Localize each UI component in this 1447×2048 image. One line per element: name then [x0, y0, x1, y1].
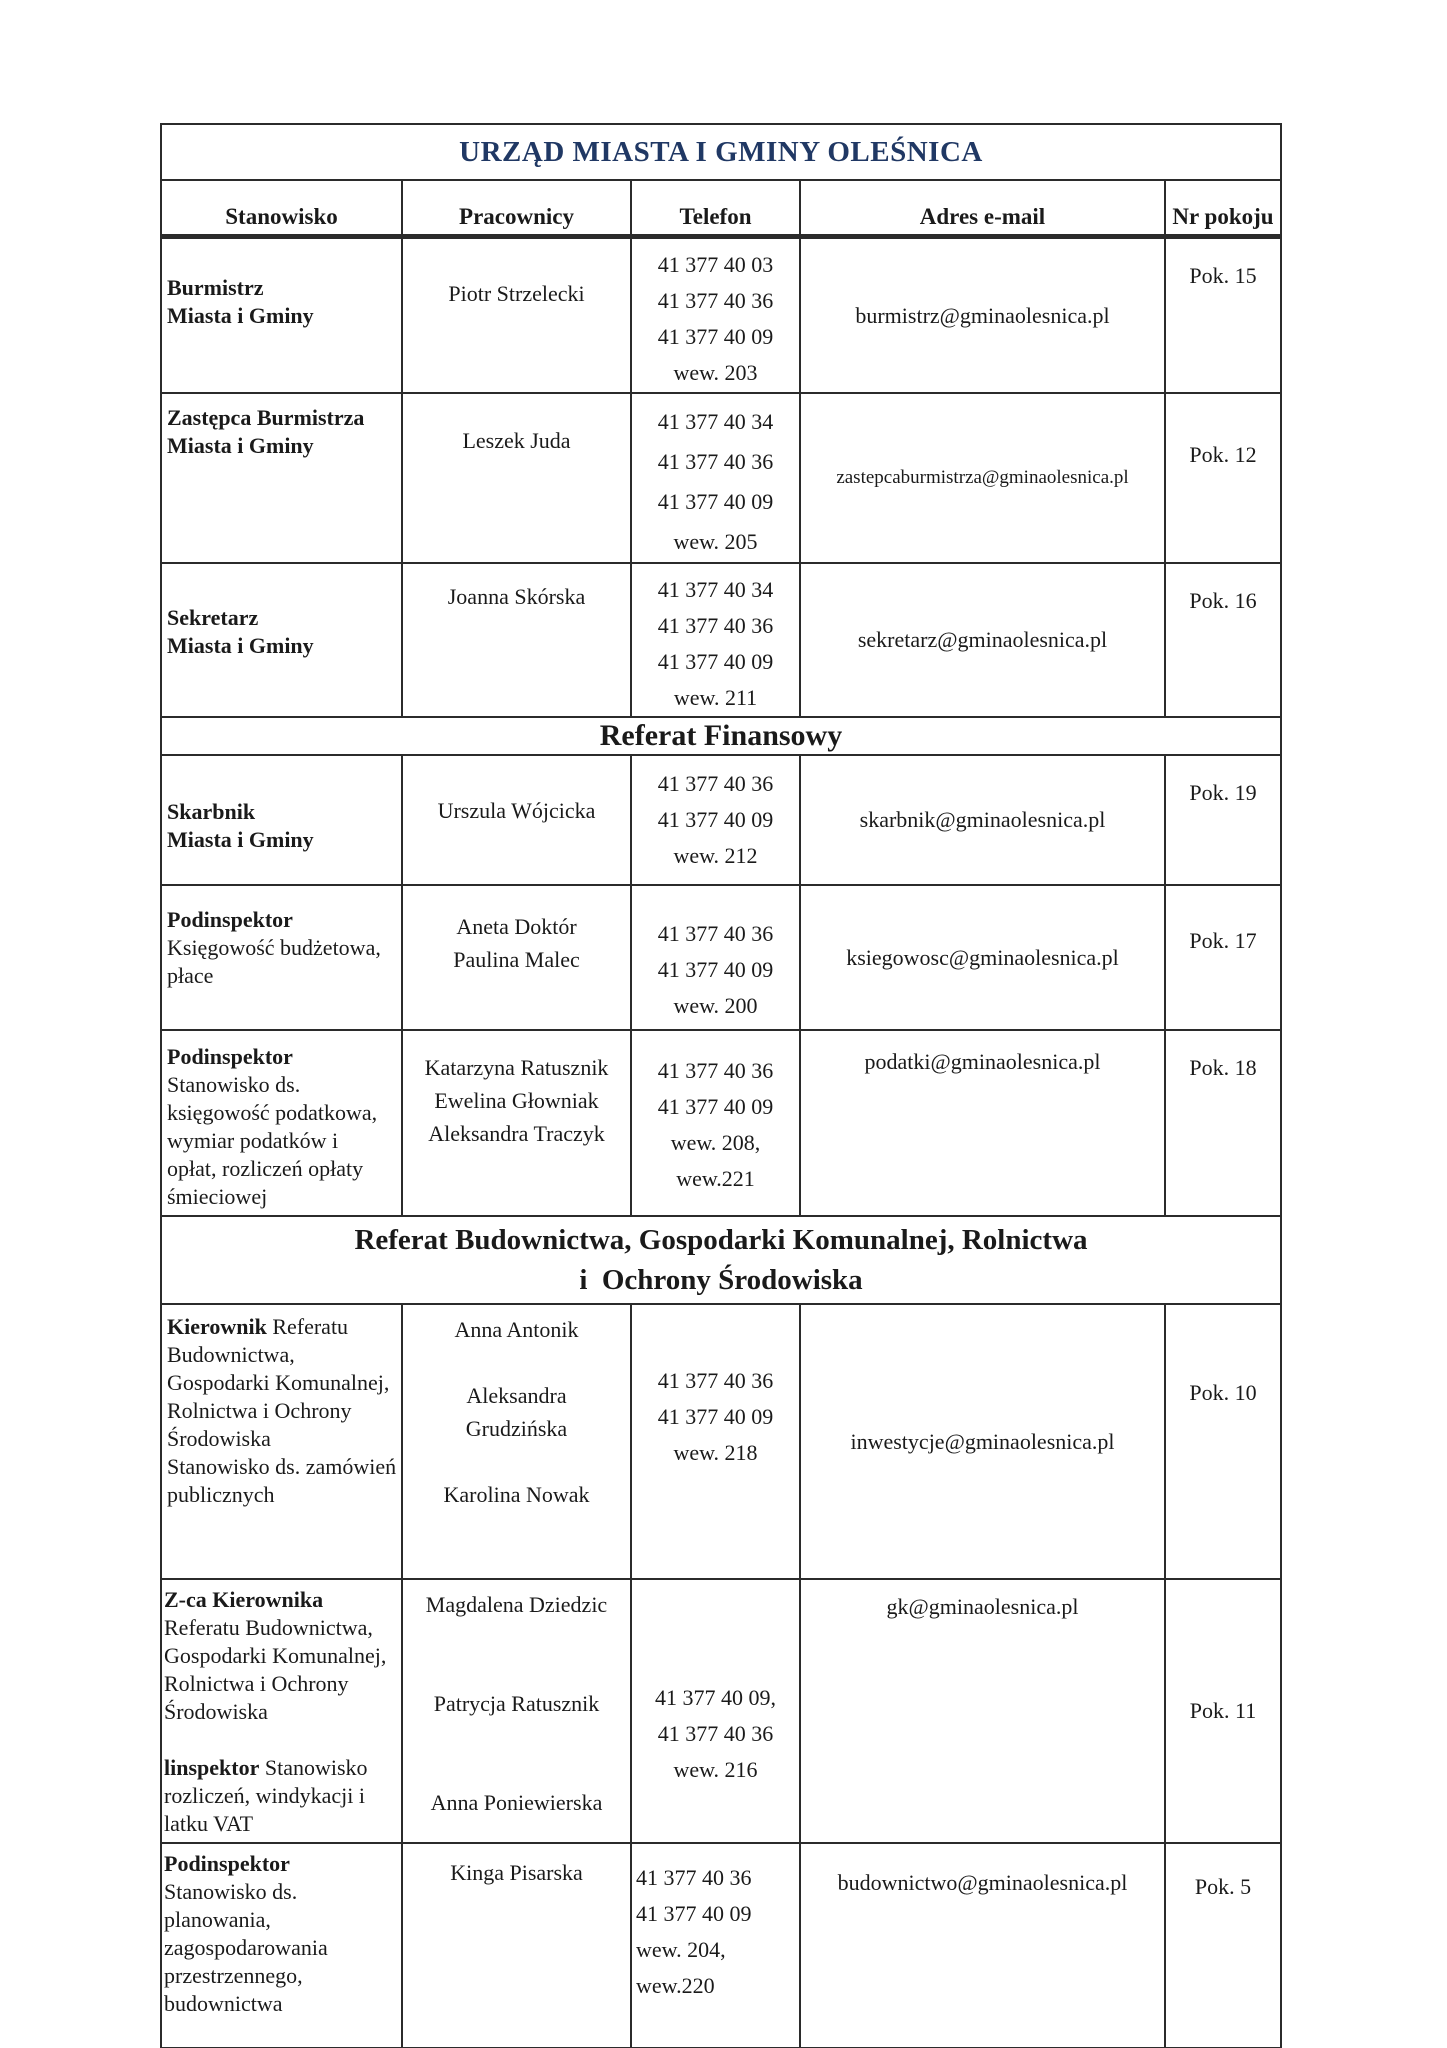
email-address: sekretarz@gminaolesnica.pl	[857, 627, 1108, 652]
employee-name: Leszek Juda	[462, 428, 571, 453]
position-line: linspektor Stanowisko	[164, 1755, 368, 1780]
phone-number: 41 377 40 09	[636, 1901, 752, 1926]
position-line: Podinspektor	[167, 907, 293, 932]
phone-number: 41 377 40 36	[657, 1058, 774, 1083]
phone-number: 41 377 40 09	[657, 957, 774, 982]
email-cell	[799, 564, 1164, 716]
column-header-nr-pokoju: Nr pokoju	[1164, 181, 1280, 234]
position-line: Miasta i Gminy	[167, 633, 314, 658]
employees-cell	[401, 1580, 630, 1842]
phone-cell	[630, 1305, 799, 1578]
position-cell	[162, 394, 401, 562]
phone-number: wew.221	[676, 1166, 755, 1191]
position-line: Podinspektor	[167, 1044, 293, 1069]
column-header-stanowisko: Stanowisko	[225, 204, 338, 229]
phone-number: 41 377 40 09	[657, 1094, 774, 1119]
phone-number: wew. 200	[673, 993, 758, 1018]
room-number-cell: Pok. 19	[1164, 756, 1280, 884]
room-number-cell: Pok. 11	[1164, 1580, 1280, 1842]
title-row	[162, 125, 1280, 179]
position-line: Miasta i Gminy	[167, 433, 314, 458]
position-line: zagospodarowania	[164, 1935, 328, 1960]
room-number-cell: Pok. 15	[1164, 239, 1280, 392]
phone-number: 41 377 40 09	[657, 649, 774, 674]
position-line: Sekretarz	[167, 605, 259, 630]
table-row	[162, 1842, 1280, 2047]
room-number-cell: Pok. 10	[1164, 1305, 1280, 1578]
email-cell	[799, 1580, 1164, 1842]
phone-number: 41 377 40 36	[657, 449, 774, 474]
table-row	[162, 392, 1280, 562]
email-cell	[799, 756, 1164, 884]
position-line: Miasta i Gminy	[167, 303, 314, 328]
phone-number: 41 377 40 34	[657, 409, 774, 434]
employees-cell	[401, 564, 630, 716]
position-line: latku VAT	[164, 1811, 254, 1836]
position-line: Podinspektor	[164, 1851, 290, 1876]
position-line: planowania,	[164, 1907, 271, 1932]
employees-cell	[401, 756, 630, 884]
position-line: Rolnictwa i Ochrony	[167, 1398, 352, 1423]
position-line: Stanowisko ds. zamówień	[167, 1454, 397, 1479]
column-header-telefon: Telefon	[630, 181, 799, 234]
email-cell	[799, 1305, 1164, 1578]
employees-cell	[401, 1305, 630, 1578]
position-line: księgowość podatkowa,	[167, 1100, 378, 1125]
phone-cell	[630, 1844, 799, 2047]
phone-number: 41 377 40 09	[657, 807, 774, 832]
employee-name: Katarzyna Ratusznik	[424, 1055, 609, 1080]
position-line: wymiar podatków i	[167, 1128, 339, 1153]
position-cell	[162, 239, 401, 392]
employee-name	[403, 1346, 630, 1379]
position-cell	[162, 564, 401, 716]
email-address: budownictwo@gminaolesnica.pl	[837, 1870, 1128, 1895]
employees-cell	[401, 1031, 630, 1215]
section-header-text: Referat Finansowy	[599, 719, 843, 752]
employee-name	[403, 1720, 630, 1753]
phone-number: 41 377 40 34	[657, 577, 774, 602]
position-line: Środowiska	[164, 1699, 268, 1724]
email-address: inwestycje@gminaolesnica.pl	[850, 1428, 1115, 1454]
phone-cell	[630, 756, 799, 884]
position-line: Skarbnik	[167, 799, 256, 824]
employee-name: Magdalena Dziedzic	[425, 1592, 608, 1617]
email-address: zastepcaburmistrza@gminaolesnica.pl	[836, 467, 1129, 488]
position-line: budownictwa	[164, 1991, 283, 2016]
position-line	[164, 1726, 401, 1754]
room-number-cell: Pok. 5	[1164, 1844, 1280, 2047]
employees-cell	[401, 1844, 630, 2047]
employee-name	[403, 1654, 630, 1687]
phone-number: 41 377 40 36	[657, 613, 774, 638]
room-number-cell: Pok. 12	[1164, 394, 1280, 562]
table-row	[162, 884, 1280, 1029]
contact-directory-table	[160, 123, 1282, 2048]
phone-number: 41 377 40 09	[657, 1404, 774, 1429]
email-cell	[799, 886, 1164, 1029]
table-row	[162, 237, 1280, 392]
phone-number: 41 377 40 03	[657, 252, 774, 277]
page-title: URZĄD MIASTA I GMINY OLEŚNICA	[459, 135, 983, 168]
position-line: Środowiska	[167, 1426, 271, 1451]
phone-cell	[630, 886, 799, 1029]
position-cell	[162, 756, 401, 884]
email-address: ksiegowosc@gminaolesnica.pl	[846, 944, 1119, 970]
room-number-cell: Pok. 16	[1164, 564, 1280, 716]
position-line: Budownictwa,	[167, 1342, 295, 1367]
employee-name	[403, 1753, 630, 1786]
phone-cell	[630, 1580, 799, 1842]
section-header-row	[162, 716, 1280, 754]
phone-number: 41 377 40 36	[657, 771, 774, 796]
phone-number: wew. 205	[673, 529, 758, 554]
employee-name: Anna Poniewierska	[430, 1790, 603, 1815]
phone-number: 41 377 40 09,	[655, 1685, 776, 1710]
position-line: Miasta i Gminy	[167, 827, 314, 852]
phone-number: 41 377 40 36	[657, 288, 774, 313]
table-row	[162, 754, 1280, 884]
phone-number: wew. 216	[673, 1757, 758, 1782]
position-cell	[162, 1305, 401, 1578]
employee-name: Joanna Skórska	[447, 584, 586, 609]
section-header-text: Referat Budownictwa, Gospodarki Komunalnej, Rolnictwa	[354, 1224, 1088, 1256]
column-header-pracownicy: Pracownicy	[401, 181, 630, 234]
position-line: Kierownik Referatu	[167, 1314, 349, 1339]
employee-name: Ewelina Głowniak	[434, 1088, 599, 1113]
position-line: Burmistrz	[167, 275, 264, 300]
employee-name: Paulina Malec	[453, 947, 580, 972]
position-cell	[162, 1844, 401, 2047]
position-line: płace	[167, 963, 214, 988]
section-header-text: i Ochrony Środowiska	[579, 1264, 863, 1296]
phone-number: 41 377 40 36	[657, 1368, 774, 1393]
table-header-row	[162, 179, 1280, 237]
employees-cell	[401, 239, 630, 392]
employee-name: Patrycja Ratusznik	[433, 1691, 600, 1716]
employees-cell	[401, 886, 630, 1029]
room-number-cell: Pok. 18	[1164, 1031, 1280, 1215]
phone-number: wew. 218	[673, 1440, 758, 1465]
email-cell	[799, 1031, 1164, 1215]
position-line: rozliczeń, windykacji i	[164, 1783, 365, 1808]
employee-name: Piotr Strzelecki	[448, 281, 585, 306]
section-header-row	[162, 1215, 1280, 1303]
phone-number: wew. 212	[673, 843, 758, 868]
employee-name: Grudzińska	[465, 1416, 568, 1441]
employee-name: Aleksandra Traczyk	[428, 1121, 605, 1146]
phone-cell	[630, 394, 799, 562]
table-body	[162, 237, 1280, 2047]
employee-name: Kinga Pisarska	[450, 1860, 583, 1885]
employee-name: Anna Antonik	[454, 1317, 579, 1342]
email-cell	[799, 394, 1164, 562]
phone-number: wew. 208,	[670, 1130, 761, 1155]
position-line: Rolnictwa i Ochrony	[164, 1671, 349, 1696]
employee-name: Aleksandra	[466, 1383, 567, 1408]
employee-name: Karolina Nowak	[443, 1482, 590, 1507]
phone-number: wew.220	[636, 1973, 715, 1998]
position-cell	[162, 1580, 401, 1842]
position-line: Gospodarki Komunalnej,	[167, 1370, 390, 1395]
position-line: Z-ca Kierownika	[164, 1587, 324, 1612]
email-address: gk@gminaolesnica.pl	[886, 1594, 1079, 1619]
position-cell	[162, 1031, 401, 1215]
position-line: Referatu Budownictwa,	[164, 1615, 373, 1640]
position-cell	[162, 886, 401, 1029]
email-address: podatki@gminaolesnica.pl	[864, 1049, 1101, 1074]
phone-number: 41 377 40 36	[657, 1721, 774, 1746]
employees-cell	[401, 394, 630, 562]
column-header-adres-email: Adres e-mail	[799, 181, 1164, 234]
phone-number: 41 377 40 09	[657, 324, 774, 349]
phone-number: wew. 204,	[636, 1937, 726, 1962]
position-line: przestrzennego,	[164, 1963, 303, 1988]
phone-cell	[630, 564, 799, 716]
employee-name	[403, 1445, 630, 1478]
table-row	[162, 1303, 1280, 1578]
phone-cell	[630, 1031, 799, 1215]
phone-number: 41 377 40 36	[636, 1865, 752, 1890]
position-line: Gospodarki Komunalnej,	[164, 1643, 387, 1668]
email-cell	[799, 1844, 1164, 2047]
position-line: Zastępca Burmistrza	[167, 405, 365, 430]
position-line: Księgowość budżetowa,	[167, 935, 381, 960]
employee-name: Aneta Doktór	[456, 914, 577, 939]
phone-number: wew. 211	[673, 685, 758, 710]
phone-number: 41 377 40 36	[657, 921, 774, 946]
email-address: burmistrz@gminaolesnica.pl	[855, 302, 1110, 328]
position-line: publicznych	[167, 1482, 275, 1507]
table-row	[162, 1029, 1280, 1215]
table-row	[162, 562, 1280, 716]
table-row	[162, 1578, 1280, 1842]
position-line: Stanowisko ds.	[167, 1072, 301, 1097]
email-address: skarbnik@gminaolesnica.pl	[859, 807, 1106, 832]
email-cell	[799, 239, 1164, 392]
employee-name	[403, 1621, 630, 1654]
position-line: Stanowisko ds.	[164, 1879, 298, 1904]
position-line: opłat, rozliczeń opłaty	[167, 1156, 364, 1181]
phone-cell	[630, 239, 799, 392]
phone-number: wew. 203	[673, 360, 758, 385]
employee-name: Urszula Wójcicka	[437, 798, 596, 823]
phone-number: 41 377 40 09	[657, 489, 774, 514]
room-number-cell: Pok. 17	[1164, 886, 1280, 1029]
position-line: śmieciowej	[167, 1184, 268, 1209]
